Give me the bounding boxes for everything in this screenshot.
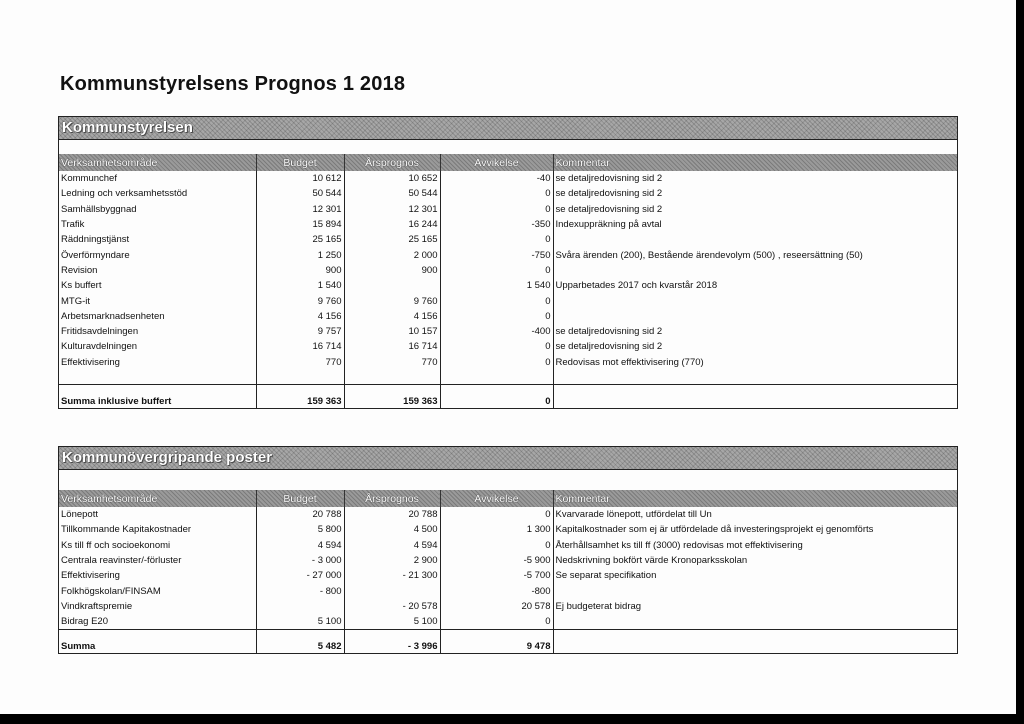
row-budget: 770 [256, 355, 344, 370]
row-arsprognos: 4 156 [344, 309, 440, 324]
row-kommentar: se detaljredovisning sid 2 [555, 173, 663, 185]
scan-edge [1016, 0, 1024, 724]
row-name: Samhällsbyggnad [59, 202, 256, 217]
header-arsprognos: Årsprognos [344, 490, 440, 507]
row-name: Vindkraftspremie [59, 599, 256, 614]
row-arsprognos: 20 788 [344, 507, 440, 522]
row-name: Ks buffert [59, 278, 256, 293]
row-avvikelse: 1 540 [440, 278, 553, 293]
header-row [59, 490, 957, 507]
row-avvikelse: 0 [440, 263, 553, 278]
row-budget: 12 301 [256, 202, 344, 217]
section-band [59, 447, 957, 470]
sum-row [59, 384, 957, 408]
row-budget [256, 599, 344, 614]
budget-table [59, 490, 957, 653]
table-row [59, 538, 957, 553]
row-arsprognos: 9 760 [344, 293, 440, 308]
row-arsprognos: 12 301 [344, 202, 440, 217]
table-row [59, 293, 957, 308]
table-row [59, 217, 957, 232]
row-kommentar: Nedskrivning bokfört värde Kronoparksskolan [555, 555, 748, 567]
header-budget: Budget [256, 490, 344, 507]
row-arsprognos: 25 165 [344, 232, 440, 247]
row-name: Effektivisering [59, 355, 256, 370]
row-budget: 4 156 [256, 309, 344, 324]
sum-avvikelse: 9 478 [440, 630, 553, 654]
row-kommentar: Redovisas mot effektivisering (770) [555, 356, 704, 368]
row-avvikelse: 0 [440, 293, 553, 308]
row-name: Lönepott [59, 507, 256, 522]
row-budget: 1 250 [256, 247, 344, 262]
row-kommentar: se detaljredovisning sid 2 [555, 326, 663, 338]
row-name: Trafik [59, 217, 256, 232]
table-row [59, 171, 957, 186]
sum-arsprognos: 159 363 [344, 384, 440, 408]
row-arsprognos [344, 278, 440, 293]
row-arsprognos: 4 594 [344, 538, 440, 553]
budget-table [59, 154, 957, 408]
table-row [59, 599, 957, 614]
row-avvikelse: -800 [440, 583, 553, 598]
row-kommentar: se detaljredovisning sid 2 [555, 188, 663, 200]
header-budget: Budget [256, 154, 344, 171]
row-avvikelse: 1 300 [440, 522, 553, 537]
row-name: Räddningstjänst [59, 232, 256, 247]
row-kommentar [553, 614, 957, 630]
row-avvikelse: 0 [440, 186, 553, 201]
row-arsprognos: 770 [344, 355, 440, 370]
row-name: Fritidsavdelningen [59, 324, 256, 339]
header-verksamhetsomrade: Verksamhetsområde [59, 154, 256, 171]
row-arsprognos: 2 000 [344, 247, 440, 262]
header-verksamhetsomrade: Verksamhetsområde [59, 490, 256, 507]
row-arsprognos: 10 157 [344, 324, 440, 339]
section-band [59, 117, 957, 140]
sum-name: Summa inklusive buffert [59, 384, 256, 408]
row-budget: 20 788 [256, 507, 344, 522]
sum-kommentar [553, 384, 957, 408]
row-kommentar: Svåra ärenden (200), Bestående ärendevolym (500) , reseersättning (50) [555, 249, 863, 261]
row-budget: 4 594 [256, 538, 344, 553]
row-arsprognos [344, 583, 440, 598]
row-avvikelse: -350 [440, 217, 553, 232]
row-arsprognos: - 20 578 [344, 599, 440, 614]
row-budget: 10 612 [256, 171, 344, 186]
table-row [59, 568, 957, 583]
sum-budget: 5 482 [256, 630, 344, 654]
page-title: Kommunstyrelsens Prognos 1 2018 [60, 73, 406, 95]
table-row [59, 232, 957, 247]
row-arsprognos: 50 544 [344, 186, 440, 201]
row-budget: 1 540 [256, 278, 344, 293]
row-budget: 9 760 [256, 293, 344, 308]
row-avvikelse: 0 [440, 202, 553, 217]
row-budget: 900 [256, 263, 344, 278]
row-arsprognos: 16 714 [344, 339, 440, 354]
row-budget: - 27 000 [256, 568, 344, 583]
row-kommentar [553, 232, 957, 247]
row-avvikelse: 0 [440, 614, 553, 630]
row-avvikelse: -5 900 [440, 553, 553, 568]
row-name: Centrala reavinster/-förluster [59, 553, 256, 568]
row-kommentar: Kapitalkostnader som ej är utfördelade då investeringsprojekt ej genomförts [555, 524, 874, 536]
row-budget: 9 757 [256, 324, 344, 339]
spacer [59, 470, 957, 490]
row-budget: 50 544 [256, 186, 344, 201]
table-row [59, 324, 957, 339]
row-avvikelse: 0 [440, 355, 553, 370]
row-kommentar: se detaljredovisning sid 2 [555, 203, 663, 215]
row-avvikelse: -750 [440, 247, 553, 262]
header-kommentar: Kommentar [553, 154, 957, 171]
row-kommentar [553, 293, 957, 308]
row-name: Kulturavdelningen [59, 339, 256, 354]
row-avvikelse: 0 [440, 538, 553, 553]
row-avvikelse: -40 [440, 171, 553, 186]
row-name: Effektivisering [59, 568, 256, 583]
sum-row [59, 630, 957, 654]
sum-name: Summa [59, 630, 256, 654]
row-budget: - 800 [256, 583, 344, 598]
sum-kommentar [553, 630, 957, 654]
row-name: Arbetsmarknadsenheten [59, 309, 256, 324]
row-arsprognos: 4 500 [344, 522, 440, 537]
row-budget: 5 100 [256, 614, 344, 630]
row-kommentar [553, 583, 957, 598]
header-row [59, 154, 957, 171]
row-avvikelse: -400 [440, 324, 553, 339]
row-budget: 5 800 [256, 522, 344, 537]
table-row [59, 355, 957, 370]
kommunstyrelsen-section [58, 116, 958, 409]
row-name: Ks till ff och socioekonomi [59, 538, 256, 553]
section-title: Kommunstyrelsen [62, 119, 193, 136]
row-name: MTG-it [59, 293, 256, 308]
row-avvikelse: 0 [440, 507, 553, 522]
spacer [59, 140, 957, 154]
row-avvikelse: 0 [440, 232, 553, 247]
row-budget: 16 714 [256, 339, 344, 354]
row-kommentar: Kvarvarade lönepott, utfördelat till Un [555, 509, 712, 521]
row-avvikelse: 20 578 [440, 599, 553, 614]
table-row [59, 309, 957, 324]
row-avvikelse: 0 [440, 309, 553, 324]
row-arsprognos: 5 100 [344, 614, 440, 630]
table-row [59, 339, 957, 354]
row-name: Överförmyndare [59, 247, 256, 262]
scan-bottom-edge [0, 714, 1024, 724]
kommunovergripande-section [58, 446, 958, 654]
row-name: Kommunchef [59, 171, 256, 186]
table-row [59, 583, 957, 598]
row-avvikelse: 0 [440, 339, 553, 354]
header-kommentar: Kommentar [553, 490, 957, 507]
table-row [59, 263, 957, 278]
section-title: Kommunövergripande poster [62, 449, 273, 466]
row-name: Revision [59, 263, 256, 278]
sum-avvikelse: 0 [440, 384, 553, 408]
header-arsprognos: Årsprognos [344, 154, 440, 171]
spacer-row [59, 370, 957, 385]
row-kommentar: Indexuppräkning på avtal [555, 219, 662, 231]
row-kommentar: Återhållsamhet ks till ff (3000) redovisas mot effektivisering [555, 539, 803, 551]
table-row [59, 553, 957, 568]
row-avvikelse: -5 700 [440, 568, 553, 583]
header-avvikelse: Avvikelse [440, 154, 553, 171]
row-kommentar: Se separat specifikation [555, 570, 657, 582]
row-name: Ledning och verksamhetsstöd [59, 186, 256, 201]
row-kommentar: Upparbetades 2017 och kvarstår 2018 [555, 280, 718, 292]
table-row [59, 278, 957, 293]
table-row [59, 202, 957, 217]
table-row [59, 614, 957, 630]
sum-arsprognos: - 3 996 [344, 630, 440, 654]
row-budget: 25 165 [256, 232, 344, 247]
row-kommentar [553, 309, 957, 324]
table-row [59, 507, 957, 522]
row-name: Bidrag E20 [59, 614, 256, 630]
header-avvikelse: Avvikelse [440, 490, 553, 507]
row-arsprognos: 2 900 [344, 553, 440, 568]
sum-budget: 159 363 [256, 384, 344, 408]
row-arsprognos: - 21 300 [344, 568, 440, 583]
row-arsprognos: 10 652 [344, 171, 440, 186]
row-kommentar: se detaljredovisning sid 2 [555, 341, 663, 353]
table-row [59, 186, 957, 201]
row-kommentar [553, 263, 957, 278]
row-name: Folkhögskolan/FINSAM [59, 583, 256, 598]
table-row [59, 522, 957, 537]
row-kommentar: Ej budgeterat bidrag [555, 600, 642, 612]
row-budget: - 3 000 [256, 553, 344, 568]
row-budget: 15 894 [256, 217, 344, 232]
row-arsprognos: 16 244 [344, 217, 440, 232]
row-arsprognos: 900 [344, 263, 440, 278]
table-row [59, 247, 957, 262]
row-name: Tillkommande Kapitakostnader [59, 522, 256, 537]
